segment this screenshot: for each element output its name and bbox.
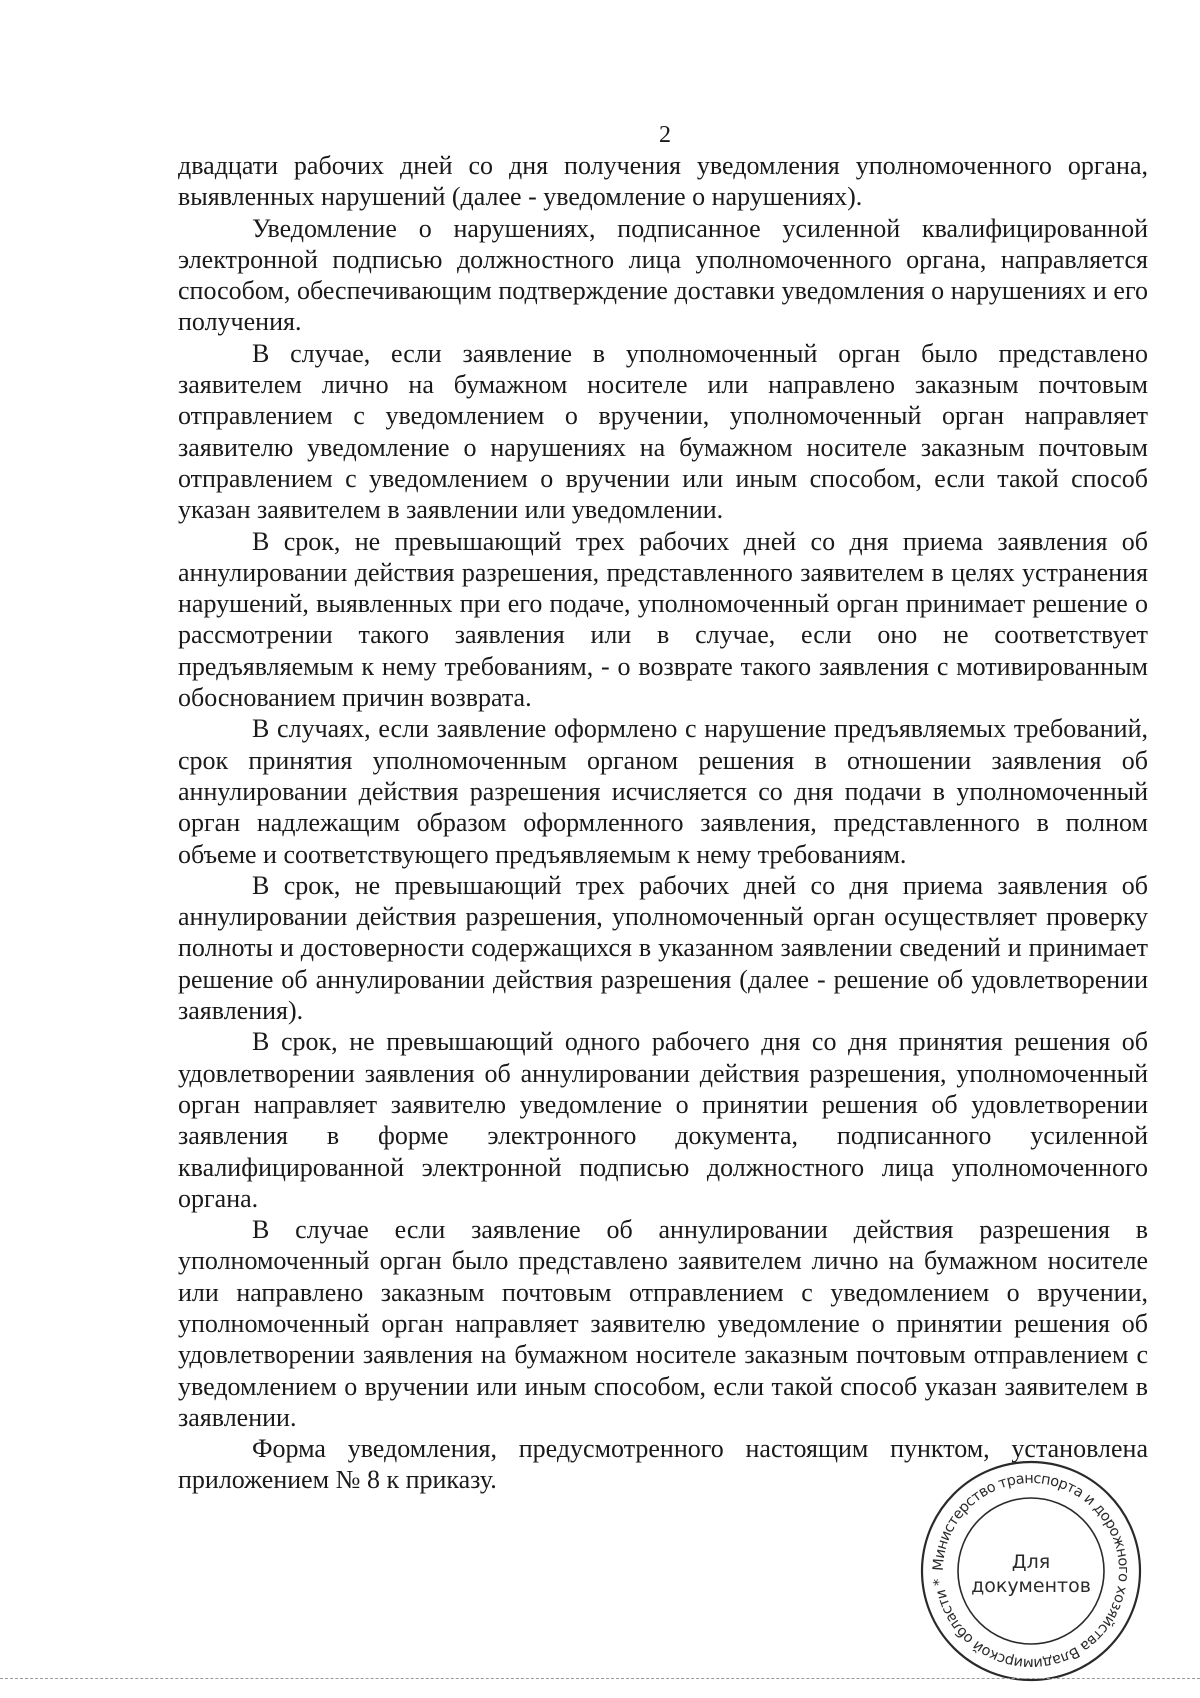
stamp-center-line-2: документов <box>971 1575 1091 1597</box>
stamp-ring-text: Министерство транспорта и дорожного хозяйства Владимирской области * <box>930 1470 1132 1672</box>
stamp-seal-icon <box>918 1458 1144 1684</box>
document-body <box>178 150 1148 1496</box>
paragraph: двадцати рабочих дней со дня получения уведомления уполномоченного органа, выявленных нарушений (далее - уведомление о нарушениях). <box>178 151 1148 212</box>
paragraph: В срок, не превышающий одного рабочего дня со дня принятия решения об удовлетворении заявления об аннулировании действия разрешения, уполномоченный орган направляет заявителю уведомление о принятии решения об удовлетворении заявления в форме электронного документа, подписанного усиленной квалифицированной электронной подписью должностного лица уполномоченного органа. <box>178 1027 1148 1213</box>
paragraph: Форма уведомления, предусмотренного настоящим пунктом, установлена приложением № 8 к приказу. <box>178 1434 1148 1495</box>
page-number: 2 <box>659 122 671 148</box>
paragraph: В срок, не превышающий трех рабочих дней со дня приема заявления об аннулировании действия разрешения, уполномоченный орган осуществляет проверку полноты и достоверности содержащихся в указанном заявлении сведений и принимает решение об аннулировании действия разрешения (далее - решение об удовлетворении заявления). <box>178 870 1148 1026</box>
official-stamp <box>918 1458 1144 1684</box>
paragraph: В случае, если заявление в уполномоченный орган было представлено заявителем лично на бумажном носителе или направлено заказным почтовым отправлением с уведомлением о вручении, уполномоченный орган направляет заявителю уведомление о нарушениях на бумажном носителе заказным почтовым отправлением с уведомлением о вручении или иным способом, если такой способ указан заявителем в заявлении или уведомлении. <box>178 338 1148 525</box>
scan-edge-divider <box>0 1678 1200 1679</box>
paragraph: В срок, не превышающий трех рабочих дней со дня приема заявления об аннулировании действия разрешения, представленного заявителем в целях устранения нарушений, выявленных при его подаче, уполномоченный орган принимает решение о рассмотрении такого заявления или в случае, если оно не соответствует предъявляемым к нему требованиям, - о возврате такого заявления с мотивированным обоснованием причин возврата. <box>178 526 1148 713</box>
stamp-center-line-1: Для <box>1011 1551 1051 1573</box>
paragraph: В случае если заявление об аннулировании действия разрешения в уполномоченный орган было представлено заявителем лично на бумажном носителе или направлено заказным почтовым отправлением с уведомлением о вручении, уполномоченный орган направляет заявителю уведомление о принятии решения об удовлетворении заявления на бумажном носителе заказным почтовым отправлением с уведомлением о вручении или иным способом, если такой способ указан заявителем в заявлении. <box>178 1215 1148 1432</box>
paragraph: В случаях, если заявление оформлено с нарушение предъявляемых требований, срок принятия уполномоченным органом решения в отношении заявления об аннулировании действия разрешения исчисляется со дня подачи в уполномоченный орган надлежащим образом оформленного заявления, представленного в полном объеме и соответствующего предъявляемым к нему требованиям. <box>178 714 1148 869</box>
paragraph: Уведомление о нарушениях, подписанное усиленной квалифицированной электронной подписью должностного лица уполномоченного органа, направляется способом, обеспечивающим подтверждение доставки уведомления о нарушениях и его получения. <box>178 213 1148 337</box>
